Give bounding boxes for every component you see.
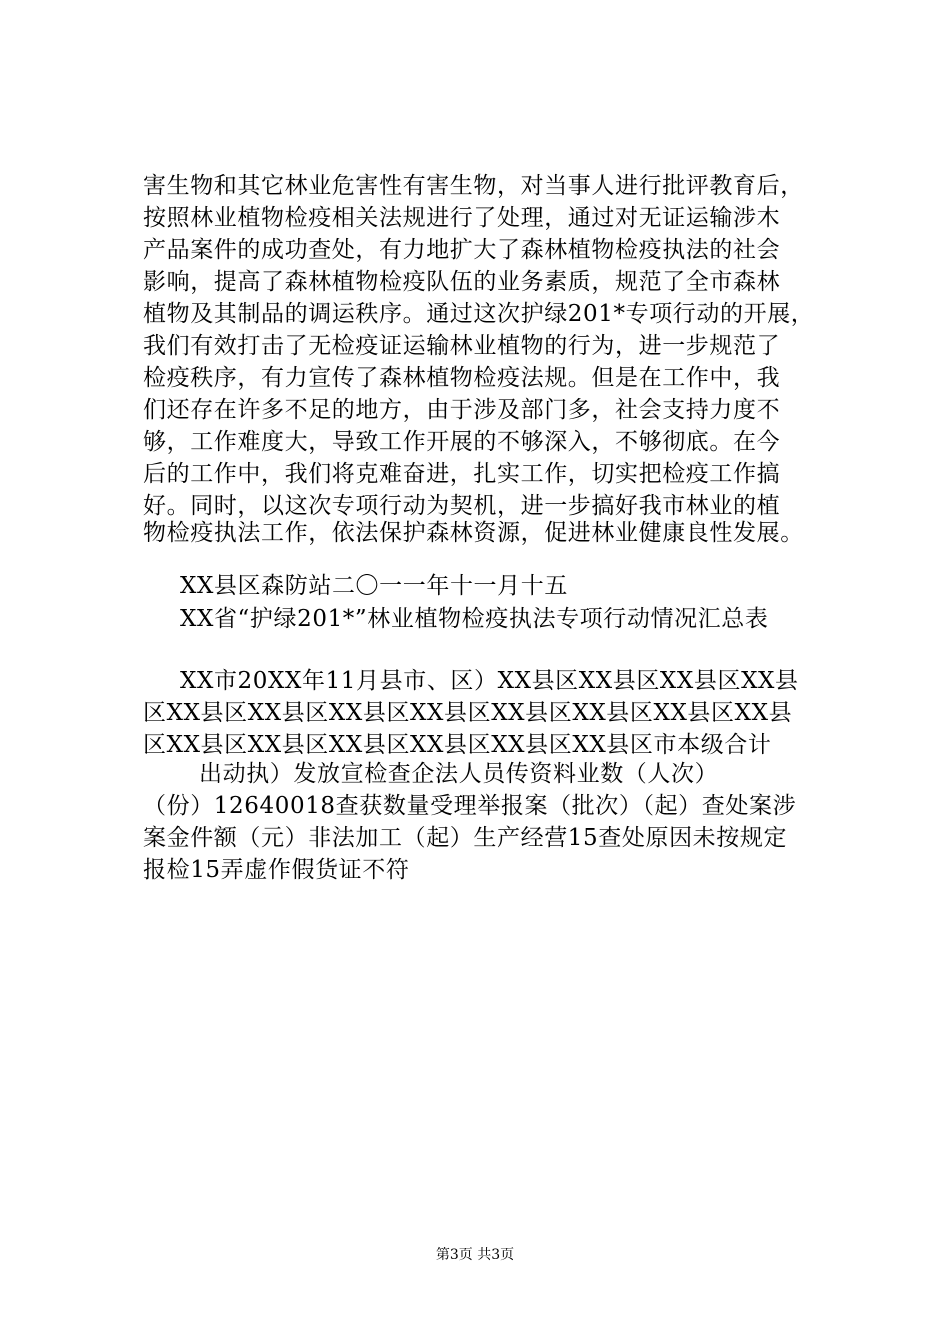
paragraph-line: 够，工作难度大，导致工作开展的不够深入，不够彻底。在今	[143, 429, 781, 455]
paragraph-line: 产品案件的成功查处，有力地扩大了森林植物检疫执法的社会	[143, 237, 781, 263]
paragraph-line: 按照林业植物检疫相关法规进行了处理，通过对无证运输涉木	[143, 205, 781, 231]
table-text-line: 区XX县区XX县区XX县区XX县区XX县区XX县区市本级合计	[143, 732, 772, 758]
paragraph-line: 植物及其制品的调运秩序。通过这次护绿201*专项行动的开展，	[143, 301, 815, 327]
paragraph-line: 们还存在许多不足的地方，由于涉及部门多，社会支持力度不	[143, 397, 781, 423]
signature-line: XX县区森防站二〇一一年十一月十五	[180, 573, 568, 599]
paragraph-line: 害生物和其它林业危害性有害生物，对当事人进行批评教育后，	[143, 173, 804, 199]
table-text-line: 区XX县区XX县区XX县区XX县区XX县区XX县区XX县区XX县	[143, 700, 793, 726]
paragraph-line: 检疫秩序，有力宣传了森林植物检疫法规。但是在工作中，我	[143, 365, 781, 391]
table-text-line: 报检15弄虚作假货证不符	[143, 857, 410, 883]
paragraph-line: 我们有效打击了无检疫证运输林业植物的行为，进一步规范了	[143, 333, 781, 359]
paragraph-line: 后的工作中，我们将克难奋进，扎实工作，切实把检疫工作搞	[143, 461, 781, 487]
table-title: XX省“护绿201*”林业植物检疫执法专项行动情况汇总表	[180, 606, 769, 632]
table-text-line: 出动执）发放宣检查企法人员传资料业数（人次）	[199, 761, 719, 787]
paragraph-line: 物检疫执法工作，依法保护森林资源，促进林业健康良性发展。	[143, 520, 804, 546]
table-text-line: （份）12640018查获数量受理举报案（批次）（起）查处案涉	[143, 793, 797, 819]
table-text-line: 案金件额（元）非法加工（起）生产经营15查处原因未按规定	[143, 825, 788, 851]
paragraph-line: 影响，提高了森林植物检疫队伍的业务素质，规范了全市森林	[143, 269, 781, 295]
paragraph-line: 好。同时，以这次专项行动为契机，进一步搞好我市林业的植	[143, 493, 781, 519]
table-text-line: XX市20XX年11月县市、区）XX县区XX县区XX县区XX县	[180, 668, 799, 694]
page-number: 第3页 共3页	[435, 1247, 515, 1263]
